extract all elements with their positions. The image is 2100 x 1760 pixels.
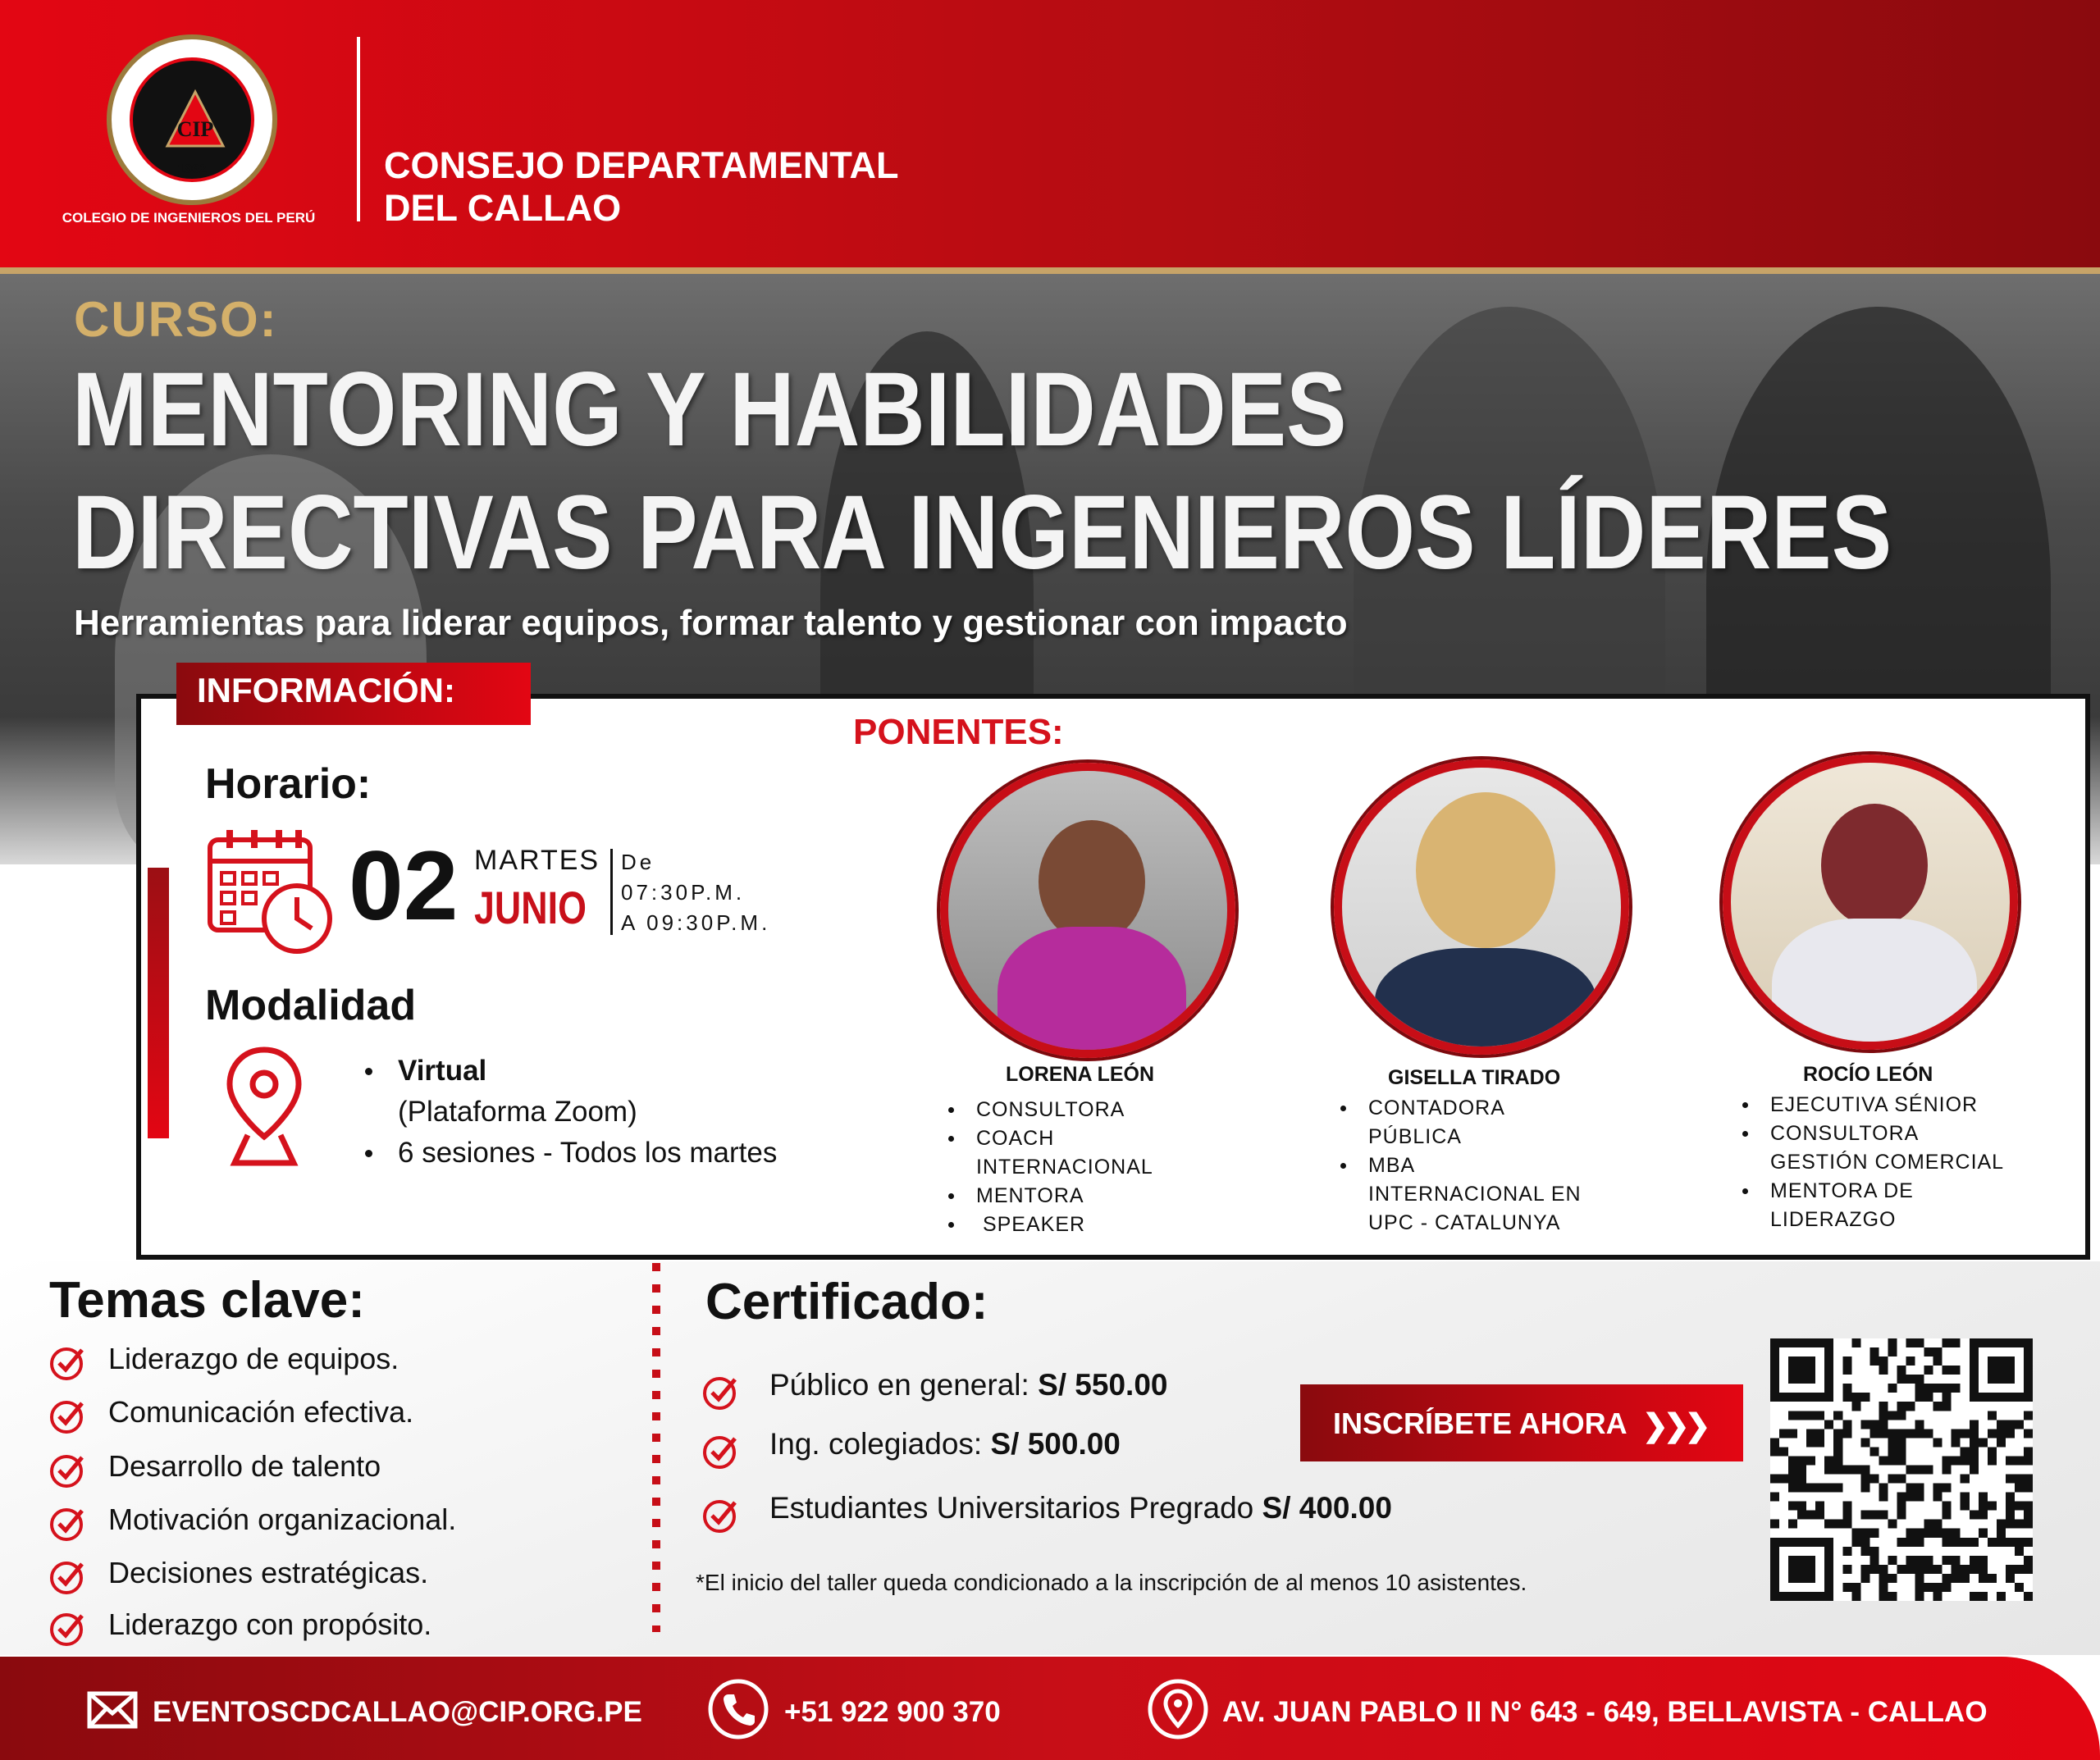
course-title bbox=[72, 349, 1892, 595]
course-title-line1: MENTORING Y HABILIDADES bbox=[72, 351, 1347, 468]
modality-heading: Modalidad bbox=[205, 982, 417, 1029]
mail-icon bbox=[87, 1691, 138, 1729]
time-line: A 09:30P.M. bbox=[621, 910, 771, 935]
price-item bbox=[769, 1368, 1167, 1402]
certificate-heading: Certificado: bbox=[705, 1274, 988, 1330]
modality-platform: (Plataforma Zoom) bbox=[398, 1096, 637, 1128]
check-circle-icon bbox=[702, 1496, 740, 1534]
topic-item: Liderazgo de equipos. bbox=[108, 1342, 399, 1375]
footer-address: AV. JUAN PABLO II N° 643 - 649, BELLAVISTA - CALLAO bbox=[1222, 1696, 1988, 1728]
price-item bbox=[769, 1427, 1121, 1461]
info-side-accent bbox=[148, 868, 169, 1138]
speaker-bullet: CONSULTORA bbox=[948, 1096, 1153, 1124]
speaker-bullet: CONSULTORA bbox=[1742, 1119, 2004, 1148]
calendar-clock-icon bbox=[205, 827, 336, 958]
speaker-figure bbox=[998, 927, 1186, 1058]
speaker-bullet: EJECUTIVA SÉNIOR bbox=[1742, 1091, 2004, 1119]
svg-text:CIP: CIP bbox=[176, 117, 214, 141]
speaker-bullet: CONTADORA bbox=[1340, 1094, 1582, 1123]
org-name: COLEGIO DE INGENIEROS DEL PERÚ bbox=[62, 210, 316, 226]
speaker-bullets bbox=[1742, 1091, 2004, 1234]
speaker-figure bbox=[1772, 919, 1977, 1050]
speaker-bullets bbox=[948, 1096, 1153, 1239]
course-start-day: 02 bbox=[349, 831, 459, 941]
speakers-heading: PONENTES: bbox=[853, 712, 1064, 752]
topics-heading: Temas clave: bbox=[49, 1272, 365, 1329]
header-divider bbox=[357, 37, 360, 221]
speaker-photo bbox=[940, 763, 1235, 1058]
section-divider bbox=[652, 1263, 660, 1632]
topic-item: Desarrollo de talento bbox=[108, 1449, 381, 1483]
header-banner bbox=[0, 0, 2100, 267]
price-label: Ing. colegiados: bbox=[769, 1427, 991, 1461]
speaker-name: ROCÍO LEÓN bbox=[1803, 1063, 1933, 1086]
time-divider bbox=[610, 849, 613, 935]
footer-email[interactable]: EVENTOSCDCALLAO@CIP.ORG.PE bbox=[153, 1696, 642, 1728]
speaker-name: LORENA LEÓN bbox=[1006, 1063, 1155, 1086]
course-label: CURSO: bbox=[74, 292, 278, 347]
check-circle-icon bbox=[49, 1397, 87, 1434]
check-circle-icon bbox=[49, 1451, 87, 1489]
qr-code[interactable] bbox=[1770, 1338, 2033, 1601]
speaker-photo bbox=[1334, 759, 1629, 1055]
price-item bbox=[769, 1491, 1392, 1525]
speaker-bullet: MBA bbox=[1340, 1151, 1582, 1180]
speaker-photo bbox=[1723, 755, 2018, 1050]
topic-item: Liderazgo con propósito. bbox=[108, 1607, 432, 1641]
time-line: De bbox=[621, 850, 655, 874]
check-circle-icon bbox=[702, 1373, 740, 1411]
course-weekday: MARTES bbox=[474, 845, 600, 876]
topic-item: Comunicación efectiva. bbox=[108, 1395, 414, 1429]
price-label: Público en general: bbox=[769, 1368, 1039, 1402]
info-tab-label: INFORMACIÓN: bbox=[197, 671, 455, 709]
check-circle-icon bbox=[702, 1432, 740, 1470]
time-line: 07:30P.M. bbox=[621, 880, 746, 905]
speaker-bullet-cont: INTERNACIONAL EN bbox=[1368, 1183, 1582, 1206]
speaker-bullet-cont: PÚBLICA bbox=[1368, 1125, 1462, 1148]
speaker-bullet-cont: UPC - CATALUNYA bbox=[1368, 1211, 1561, 1234]
schedule-heading: Horario: bbox=[205, 760, 372, 808]
header-gold-line bbox=[0, 267, 2100, 274]
speaker-bullet: MENTORA bbox=[948, 1182, 1153, 1211]
speaker-bullet: SPEAKER bbox=[948, 1211, 1153, 1239]
speaker-figure bbox=[1821, 804, 1928, 927]
topic-item: Motivación organizacional. bbox=[108, 1502, 457, 1536]
price-amount: S/ 400.00 bbox=[1262, 1491, 1392, 1525]
speaker-figure bbox=[1416, 792, 1555, 948]
speaker-bullet-cont: INTERNACIONAL bbox=[976, 1156, 1153, 1179]
course-month: JUNIO bbox=[474, 882, 587, 933]
speaker-bullet-cont: GESTIÓN COMERCIAL bbox=[1770, 1151, 2005, 1174]
bullet-dot bbox=[365, 1150, 372, 1157]
price-amount: S/ 550.00 bbox=[1038, 1368, 1168, 1402]
speaker-name: GISELLA TIRADO bbox=[1388, 1066, 1561, 1089]
enroll-now-label[interactable]: INSCRÍBETE AHORA bbox=[1333, 1407, 1628, 1440]
speaker-bullet: COACH bbox=[948, 1124, 1153, 1153]
course-title-line2: DIRECTIVAS PARA INGENIEROS LÍDERES bbox=[72, 474, 1892, 591]
course-subtitle: Herramientas para liderar equipos, formar talento y gestionar con impacto bbox=[74, 603, 1348, 643]
council-name bbox=[384, 144, 899, 230]
location-pin-icon bbox=[223, 1045, 305, 1168]
council-line2: DEL CALLAO bbox=[384, 187, 622, 229]
speaker-figure bbox=[1039, 820, 1145, 943]
topic-item: Decisiones estratégicas. bbox=[108, 1556, 429, 1589]
council-line1: CONSEJO DEPARTAMENTAL bbox=[384, 144, 899, 186]
check-circle-icon bbox=[49, 1557, 87, 1595]
check-circle-icon bbox=[49, 1609, 87, 1647]
speaker-figure bbox=[1375, 948, 1596, 1055]
location-pin-icon bbox=[1147, 1678, 1209, 1740]
seal-year: 1962 bbox=[177, 162, 207, 176]
speaker-bullet-cont: LIDERAZGO bbox=[1770, 1208, 1897, 1231]
cip-seal-logo bbox=[107, 34, 277, 205]
speaker-bullets bbox=[1340, 1094, 1582, 1238]
bullet-dot bbox=[365, 1068, 372, 1075]
modality-type: Virtual bbox=[398, 1055, 487, 1087]
cip-mark-icon bbox=[162, 87, 228, 153]
check-circle-icon bbox=[49, 1504, 87, 1542]
price-amount: S/ 500.00 bbox=[990, 1427, 1121, 1461]
enrollment-note: *El inicio del taller queda condicionado a la inscripción de al menos 10 asistentes. bbox=[696, 1570, 1527, 1595]
phone-icon bbox=[707, 1678, 769, 1740]
price-label: Estudiantes Universitarios Pregrado bbox=[769, 1491, 1262, 1525]
speaker-bullet: MENTORA DE bbox=[1742, 1177, 2004, 1206]
modality-sessions: 6 sesiones - Todos los martes bbox=[398, 1137, 778, 1169]
footer-phone[interactable]: +51 922 900 370 bbox=[784, 1696, 1001, 1728]
chevron-triple-right-icon: ❯❯❯ bbox=[1642, 1409, 1706, 1443]
check-circle-icon bbox=[49, 1343, 87, 1381]
